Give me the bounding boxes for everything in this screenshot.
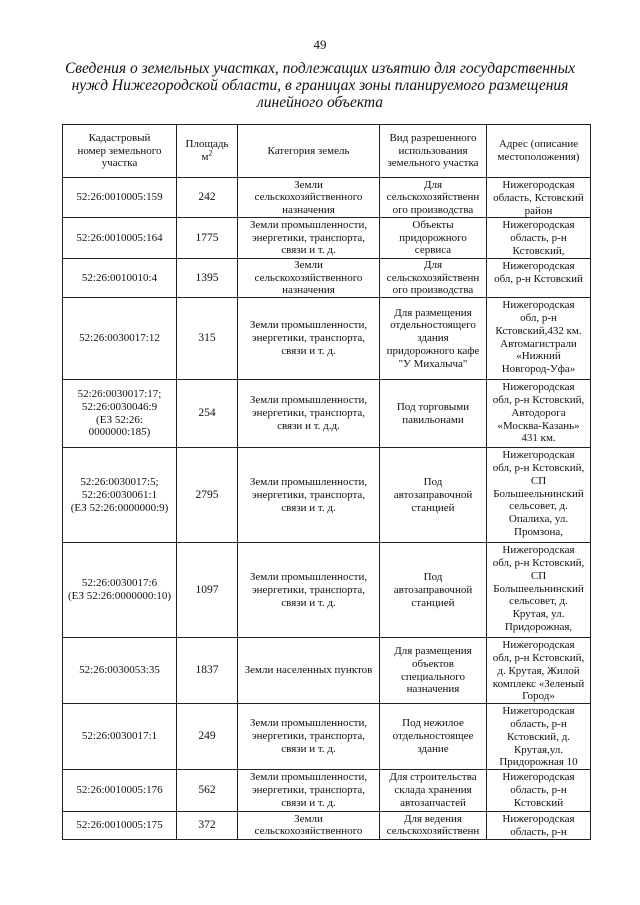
cell-land-category: Земли промышленности, энергетики, транспорта, связи и т. д. (238, 218, 380, 258)
cell-permitted-use: Под автозаправочной станцией (380, 448, 487, 543)
cell-permitted-use: Объекты придорожного сервиса (380, 218, 487, 258)
header-cadastral-number: Кадастровый номер земельного участка (63, 125, 177, 178)
land-plots-table (62, 124, 591, 840)
cell-area: 1775 (177, 218, 238, 258)
cell-address: Нижегородская обл, р-н Кстовский, д. Крутая, Жилой комплекс «Зеленый Город» (487, 638, 591, 704)
cell-address: Нижегородская обл, р-н Кстовский, Автодорога «Москва-Казань» 431 км. (487, 380, 591, 448)
cell-address: Нижегородская обл, р-н Кстовский (487, 258, 591, 297)
cell-land-category: Земли промышленности, энергетики, транспорта, связи и т. д. (238, 704, 380, 770)
cell-area: 2795 (177, 448, 238, 543)
cell-permitted-use: Под нежилое отдельностоящее здание (380, 704, 487, 770)
cell-land-category: Земли промышленности, энергетики, транспорта, связи и т. д. (238, 298, 380, 380)
document-title: Сведения о земельных участках, подлежащих изъятию для государственных нужд Нижегородской области, в границах зоны планируемого размещения линейного объекта (64, 60, 576, 111)
cell-area: 249 (177, 704, 238, 770)
cell-area: 1395 (177, 258, 238, 297)
header-land-category: Категория земель (238, 125, 380, 178)
header-area: Площадь $м^2$ (177, 125, 238, 178)
table-row (63, 178, 591, 218)
cell-land-category: Земли сельскохозяйственного назначения (238, 178, 380, 218)
cell-address: Нижегородская область, р-н Кстовский, (487, 218, 591, 258)
cell-permitted-use: Под автозаправочной станцией (380, 543, 487, 638)
cell-cadastral-number: 52:26:0030017:6 (ЕЗ 52:26:0000000:10) (63, 543, 177, 638)
cell-land-category: Земли сельскохозяйственного назначения (238, 258, 380, 297)
cell-land-category: Земли промышленности, энергетики, транспорта, связи и т. д.д. (238, 380, 380, 448)
cell-land-category: Земли промышленности, энергетики, транспорта, связи и т. д. (238, 448, 380, 543)
table-row (63, 543, 591, 638)
cell-land-category: Земли промышленности, энергетики, транспорта, связи и т. д. (238, 770, 380, 812)
header-permitted-use: Вид разрешенного использования земельного участка (380, 125, 487, 178)
cell-area: 315 (177, 298, 238, 380)
cell-permitted-use: Для строительства склада хранения автозапчастей (380, 770, 487, 812)
table-header-row (63, 125, 591, 178)
cell-area: 1837 (177, 638, 238, 704)
cell-permitted-use: Для сельскохозяйственн ого производства (380, 178, 487, 218)
cell-land-category: Земли сельскохозяйственного (238, 812, 380, 840)
cell-cadastral-number: 52:26:0030017:1 (63, 704, 177, 770)
table-row (63, 298, 591, 380)
cell-permitted-use: Под торговыми павильонами (380, 380, 487, 448)
cell-cadastral-number: 52:26:0030017:12 (63, 298, 177, 380)
cell-address: Нижегородская область, р-н Кстовский, д. Крутая,ул. Придорожная 10 (487, 704, 591, 770)
table-row (63, 704, 591, 770)
table-row (63, 218, 591, 258)
cell-address: Нижегородская обл, р-н Кстовский,432 км. Автомагистрали «Нижний Новгород-Уфа» (487, 298, 591, 380)
cell-cadastral-number: 52:26:0010005:175 (63, 812, 177, 840)
cell-area: 242 (177, 178, 238, 218)
cell-address: Нижегородская область, р-н Кстовский (487, 770, 591, 812)
cell-area: 562 (177, 770, 238, 812)
table-row (63, 380, 591, 448)
page-number: 49 (313, 37, 327, 52)
cell-area: 1097 (177, 543, 238, 638)
cell-address: Нижегородская обл, р-н Кстовский, СП Большеельнинский сельсовет, д. Опалиха, ул. Промзона, (487, 448, 591, 543)
table-row (63, 638, 591, 704)
cell-land-category: Земли промышленности, энергетики, транспорта, связи и т. д. (238, 543, 380, 638)
header-address: Адрес (описание местоположения) (487, 125, 591, 178)
cell-address: Нижегородская область, Кстовский район (487, 178, 591, 218)
cell-cadastral-number: 52:26:0030053:35 (63, 638, 177, 704)
cell-cadastral-number: 52:26:0030017:17; 52:26:0030046:9 (ЕЗ 52:26: 0000000:185) (63, 380, 177, 448)
cell-cadastral-number: 52:26:0030017:5; 52:26:0030061:1 (ЕЗ 52:26:0000000:9) (63, 448, 177, 543)
cell-land-category: Земли населенных пунктов (238, 638, 380, 704)
header-area-superscript: 2 (208, 148, 213, 158)
cell-permitted-use: Для ведения сельскохозяйственн (380, 812, 487, 840)
cell-address: Нижегородская область, р-н (487, 812, 591, 840)
cell-address: Нижегородская обл, р-н Кстовский, СП Большеельнинский сельсовет, д. Крутая, ул. Придорожная, (487, 543, 591, 638)
cell-cadastral-number: 52:26:0010005:176 (63, 770, 177, 812)
cell-area: 372 (177, 812, 238, 840)
cell-cadastral-number: 52:26:0010005:164 (63, 218, 177, 258)
table-row (63, 770, 591, 812)
cell-area: 254 (177, 380, 238, 448)
table-row (63, 258, 591, 297)
cell-permitted-use: Для размещения объектов специального назначения (380, 638, 487, 704)
cell-permitted-use: Для сельскохозяйственн ого производства (380, 258, 487, 297)
table-row (63, 812, 591, 840)
cell-cadastral-number: 52:26:0010010:4 (63, 258, 177, 297)
cell-cadastral-number: 52:26:0010005:159 (63, 178, 177, 218)
table-row (63, 448, 591, 543)
cell-permitted-use: Для размещения отдельностоящего здания придорожного кафе "У Михалыча" (380, 298, 487, 380)
